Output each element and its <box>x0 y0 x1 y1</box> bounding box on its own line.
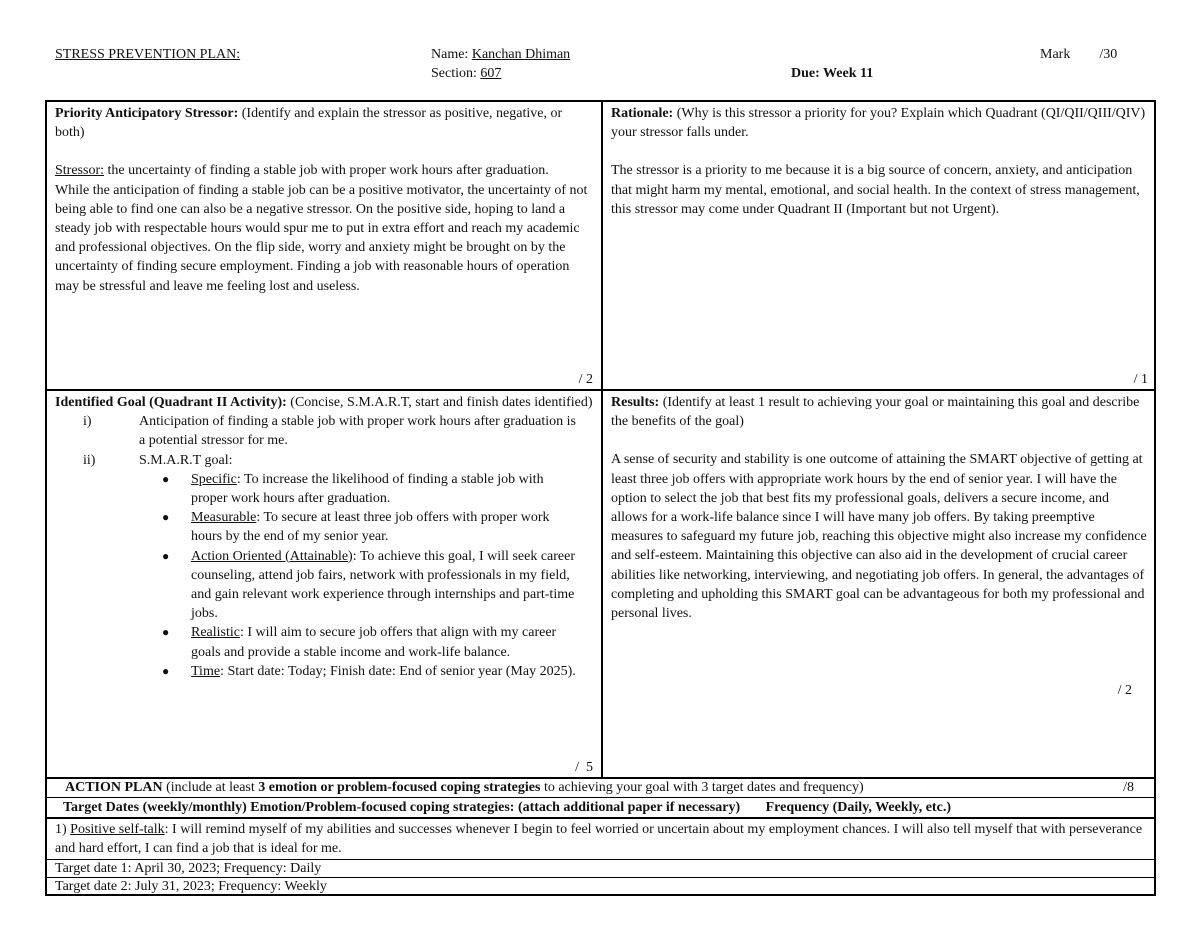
smart-text: : To secure at least three job offers with proper work hours by the end of my senior year. <box>191 510 550 545</box>
bullet-icon: ● <box>162 663 170 678</box>
goal-item-1-text: Anticipation of finding a stable job with proper work hours after graduation is a potential stressor for me. <box>139 414 577 449</box>
goal-mark: / 5 <box>575 760 593 775</box>
rationale-text: The stressor is a priority to me because it is a big source of concern, anxiety, and anticipation that might harm my mental, emotional, and social health. In the context of stress management, this stressor may come under Quadrant II (Important but not Urgent). <box>611 163 1140 217</box>
strategy-1-number: 1) <box>55 822 71 837</box>
due-label: Due <box>791 66 816 81</box>
bullet-icon: ● <box>162 510 170 525</box>
goal-item-2-number: ii) <box>83 452 96 468</box>
smart-term: Specific <box>191 471 237 487</box>
smart-bullet <box>55 508 595 546</box>
smart-bullet <box>55 470 595 508</box>
smart-term: Action Oriented (Attainable) <box>191 548 353 564</box>
plan-title <box>55 45 240 64</box>
target-date-2: Target date 2: July 31, 2023; Frequency: Weekly <box>55 879 327 894</box>
strategy-1-term: Positive self-talk <box>70 822 165 837</box>
smart-bullet <box>55 547 595 624</box>
results-text: A sense of security and stability is one outcome of attaining the SMART objective of getting at least three job offers with appropriate work hours by the end of senior year. I will have the option to select the job that best fits my professional goals, delivers a secure income, and allows for a work-life balance since I will have many job offers. By taking preemptive measures to safeguard my future job, reaching this objective might also increase my confidence and self-esteem. Maintaining this objective can also aid in the development of crucial career abilities like networking, interviewing, and negotiating job offers. In general, the advantages of completing and upholding this SMART goal can be advantageous for both my professional and personal lives. <box>611 452 1147 622</box>
due-value: : Week 11 <box>815 66 874 81</box>
rationale-mark: / 1 <box>1133 372 1148 387</box>
smart-bullet <box>55 623 595 661</box>
results-cell <box>603 391 1154 777</box>
goal-heading-line <box>55 393 595 412</box>
bullet-icon: ● <box>162 471 170 486</box>
action-plan-instruction-bold: 3 emotion or problem-focused coping strategies <box>258 780 541 795</box>
name-label: Name: <box>431 47 469 62</box>
stressor-text: the uncertainty of finding a stable job with proper work hours after graduation. <box>104 163 549 179</box>
bullet-icon: ● <box>162 625 170 640</box>
stressor-cell <box>47 102 601 389</box>
action-plan-heading: ACTION PLAN <box>65 780 163 795</box>
smart-text: : Start date: Today; Finish date: End of senior year (May 2025). <box>220 663 576 679</box>
stressor-label: Stressor: <box>55 163 104 179</box>
section-label: Section: <box>431 66 477 81</box>
smart-text: : To increase the likelihood of finding a stable job with proper work hours after graduation. <box>191 471 544 507</box>
results-heading: Results: <box>611 395 660 410</box>
action-plan-column-header <box>47 798 1154 817</box>
section-value: 607 <box>480 66 502 81</box>
column-header-strategies: Target Dates (weekly/monthly) Emotion/Problem-focused coping strategies: (attach additional paper if necessary) <box>63 800 741 815</box>
goal-cell <box>47 391 601 777</box>
smart-bullet-list <box>55 470 595 681</box>
section-line <box>431 64 570 83</box>
smart-bullet <box>55 662 595 681</box>
stressor-instruction: (Identify and explain the stressor as positive, negative, or both) <box>55 106 563 141</box>
goal-item-1-number: i) <box>83 414 92 430</box>
rationale-cell <box>603 102 1154 389</box>
due-date <box>791 64 873 83</box>
goal-item-2 <box>55 451 595 470</box>
bullet-icon: ● <box>162 548 170 563</box>
stressor-mark: / 2 <box>578 372 593 387</box>
stressor-heading: Priority Anticipatory Stressor: <box>55 106 239 121</box>
goal-heading: Identified Goal (Quadrant II Activity): <box>55 395 287 410</box>
rationale-heading: Rationale: <box>611 106 674 121</box>
smart-term: Realistic <box>191 625 240 641</box>
target-date-row-2 <box>47 878 1154 896</box>
smart-term: Measurable <box>191 510 257 526</box>
goal-instruction: (Concise, S.M.A.R.T, start and finish dates identified) <box>286 395 593 410</box>
name-line <box>431 45 570 64</box>
target-date-1: Target date 1: April 30, 2023; Frequency: Daily <box>55 861 322 876</box>
mark-label: Mark <box>1040 47 1071 62</box>
smart-text: : I will aim to secure job offers that align with my career goals and provide a stable income and work-life balance. <box>191 625 557 660</box>
stressor-statement <box>55 161 595 180</box>
action-plan-instruction-b: to achieving your goal with 3 target dates and frequency) <box>540 780 864 795</box>
rationale-instruction: (Why is this stressor a priority for you? Explain which Quadrant (QI/QII/QIII/QIV) your stressor falls under. <box>611 106 1146 141</box>
action-plan-mark: /8 <box>1123 780 1134 795</box>
stressor-heading-line <box>55 104 595 142</box>
strategy-row-1 <box>47 819 1154 859</box>
target-date-row-1 <box>47 860 1154 877</box>
smart-term: Time <box>191 663 221 679</box>
action-plan-heading-row <box>47 779 1154 797</box>
student-info <box>431 45 570 83</box>
results-heading-line <box>611 393 1148 431</box>
strategy-1-text: : I will remind myself of my abilities and successes whenever I begin to feel worried or uncertain about my employment chances. I will also tell myself that with perseverance and hard effort, I can find a job that is ideal for me. <box>55 822 1143 856</box>
plan-title-text: STRESS PREVENTION PLAN: <box>55 47 241 62</box>
stressor-explanation: While the anticipation of finding a stable job can be a positive motivator, the uncertainty of not being able to find one can also be a negative stressor. On the positive side, hoping to land a steady job with respectable hours would spur me to put in extra effort and reach my academic and professional objectives. On the flip side, worry and anxiety might be brought on by the uncertainty of finding secure employment. Finding a job with reasonable hours of operation may be stressful and leave me feeling lost and useless. <box>55 182 588 294</box>
column-header-frequency: Frequency (Daily, Weekly, etc.) <box>765 800 951 815</box>
action-plan-instruction-a: (include at least <box>162 780 259 795</box>
plan-table <box>45 100 1156 896</box>
name-value: Kanchan Dhiman <box>471 47 571 62</box>
goal-item-2-text: S.M.A.R.T goal: <box>139 452 233 468</box>
rationale-heading-line <box>611 104 1148 142</box>
mark-total-value: /30 <box>1099 47 1118 62</box>
results-mark: / 2 <box>1117 683 1132 698</box>
results-instruction: (Identify at least 1 result to achieving your goal or maintaining this goal and describe the benefits of the goal) <box>611 395 1140 430</box>
goal-item-1 <box>55 412 595 450</box>
smart-text: : To achieve this goal, I will seek career counseling, attend job fairs, network with professionals in my field, and gain relevant work experience through internships and part-time jobs. <box>191 548 576 622</box>
mark-total <box>1040 45 1117 64</box>
